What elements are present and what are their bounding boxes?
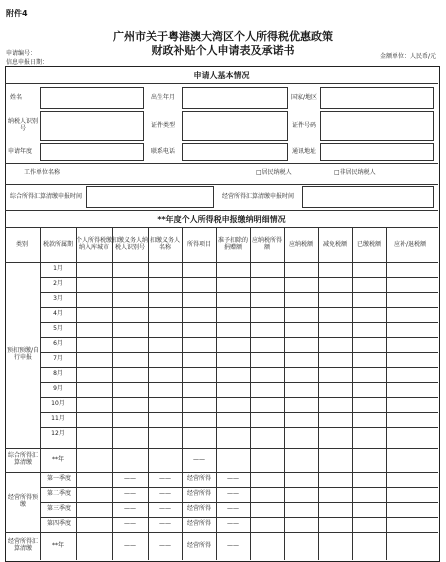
col-city-header: 个人所得税缴纳入库城市: [76, 237, 113, 251]
employer-label: 工作单位名称: [23, 168, 60, 176]
address-input[interactable]: [320, 143, 434, 161]
nationality-input[interactable]: [320, 87, 434, 109]
quarter-label: 第四季度: [46, 520, 71, 528]
address-label: 通讯地址: [291, 147, 316, 155]
group-withholding-label: 预扣预缴/自行申报: [6, 347, 40, 361]
dash-cell: ——: [124, 541, 136, 549]
biz-income-item: 经营所得: [186, 490, 211, 498]
col-income-item-header: 所得项目: [186, 240, 211, 248]
id-type-label: 证件类型: [150, 121, 175, 129]
currency-label: 金额单位：人民币/元: [379, 53, 436, 60]
biz-settle-time-label: 经营所得汇算清缴申报时间: [221, 192, 294, 200]
biz-settle-label: 经营所得汇算清缴: [7, 538, 38, 552]
nonresident-checkbox[interactable]: □非居民纳税人: [334, 168, 376, 176]
nationality-label: 国家/地区: [290, 93, 318, 101]
id-number-input[interactable]: [320, 111, 434, 141]
biz-income-item: 经营所得: [186, 541, 211, 549]
attachment-label: 附件4: [6, 9, 28, 18]
biz-settle-year: **年: [51, 541, 64, 549]
basic-section-title: 申请人基本情况: [193, 70, 250, 80]
quarter-label: 第三季度: [46, 505, 71, 513]
month-row-label: 11月: [51, 415, 65, 423]
taxpayer-id-input[interactable]: [40, 111, 144, 141]
birth-input[interactable]: [182, 87, 288, 109]
col-withholder-name-header: 扣缴义务人名称: [149, 237, 180, 251]
col-donation-header: 准予扣除的捐赠额: [217, 237, 248, 251]
dash-cell: ——: [227, 520, 239, 528]
applicant-no-label: 申请编号：: [6, 50, 37, 57]
dash-cell: ——: [159, 475, 171, 483]
month-row-label: 4月: [53, 310, 63, 318]
dash-cell: ——: [159, 520, 171, 528]
dash-cell: ——: [227, 490, 239, 498]
month-row-label: 1月: [53, 265, 63, 273]
month-row-label: 5月: [53, 325, 63, 333]
month-row-label: 6月: [53, 340, 63, 348]
month-row-label: 9月: [53, 385, 63, 393]
apply-year-label: 申请年度: [8, 147, 33, 155]
dash-cell: ——: [124, 505, 136, 513]
form-title: 广州市关于粤港澳大湾区个人所得税优惠政策: [113, 30, 333, 43]
col-tax-refund-header: 应补/退税额: [393, 240, 427, 248]
month-row-label: 2月: [53, 280, 63, 288]
phone-label: 联系电话: [150, 147, 175, 155]
col-tax-relief-header: 减免税额: [322, 240, 347, 248]
biz-settle-time-input[interactable]: [302, 186, 434, 208]
dash-cell: ——: [227, 505, 239, 513]
biz-prepay-label: 经营所得预缴: [7, 494, 38, 508]
comp-settle-time-input[interactable]: [86, 186, 214, 208]
col-tax-paid-header: 已缴税额: [356, 240, 381, 248]
month-row-label: 7月: [53, 355, 63, 363]
resident-checkbox[interactable]: □居民纳税人: [256, 168, 292, 176]
quarter-label: 第二季度: [46, 490, 71, 498]
dash-cell: ——: [227, 475, 239, 483]
comp-settle-dash: ——: [193, 455, 205, 463]
dash-cell: ——: [124, 475, 136, 483]
comp-settle-label: 综合所得汇算清缴: [7, 452, 38, 466]
dash-cell: ——: [159, 505, 171, 513]
form-subtitle: 财政补贴个人申请表及承诺书: [151, 44, 295, 57]
quarter-label: 第一季度: [46, 475, 71, 483]
name-label: 姓名: [10, 93, 23, 101]
dash-cell: ——: [227, 541, 239, 549]
month-row-label: 10月: [51, 400, 65, 408]
comp-settle-year: **年: [51, 455, 64, 463]
col-category-header: 类别: [15, 240, 28, 248]
biz-income-item: 经营所得: [186, 520, 211, 528]
name-input[interactable]: [40, 87, 144, 109]
biz-income-item: 经营所得: [186, 475, 211, 483]
col-tax-payable-header: 应纳税额: [288, 240, 313, 248]
month-row-label: 3月: [53, 295, 63, 303]
biz-income-item: 经营所得: [186, 505, 211, 513]
col-period-header: 税款所属期: [42, 240, 73, 248]
comp-settle-time-label: 综合所得汇算清缴申报时间: [9, 192, 82, 200]
birth-label: 出生年月: [150, 93, 175, 101]
col-withholder-id-header: 扣缴义务人纳税人识别号: [112, 237, 149, 251]
id-type-input[interactable]: [182, 111, 288, 141]
dash-cell: ——: [124, 490, 136, 498]
dash-cell: ——: [159, 490, 171, 498]
dash-cell: ——: [159, 541, 171, 549]
apply-year-input[interactable]: [40, 143, 144, 161]
col-taxable-header: 应纳税所得额: [251, 237, 282, 251]
month-row-label: 8月: [53, 370, 63, 378]
taxpayer-id-label: 纳税人识别号: [7, 118, 38, 132]
detail-section-title: **年度个人所得税申报缴纳明细情况: [157, 214, 286, 224]
phone-input[interactable]: [182, 143, 288, 161]
info-date-label: 信息申报日期：: [6, 59, 49, 66]
month-row-label: 12月: [51, 430, 65, 438]
dash-cell: ——: [124, 520, 136, 528]
id-number-label: 证件号码: [291, 121, 316, 129]
